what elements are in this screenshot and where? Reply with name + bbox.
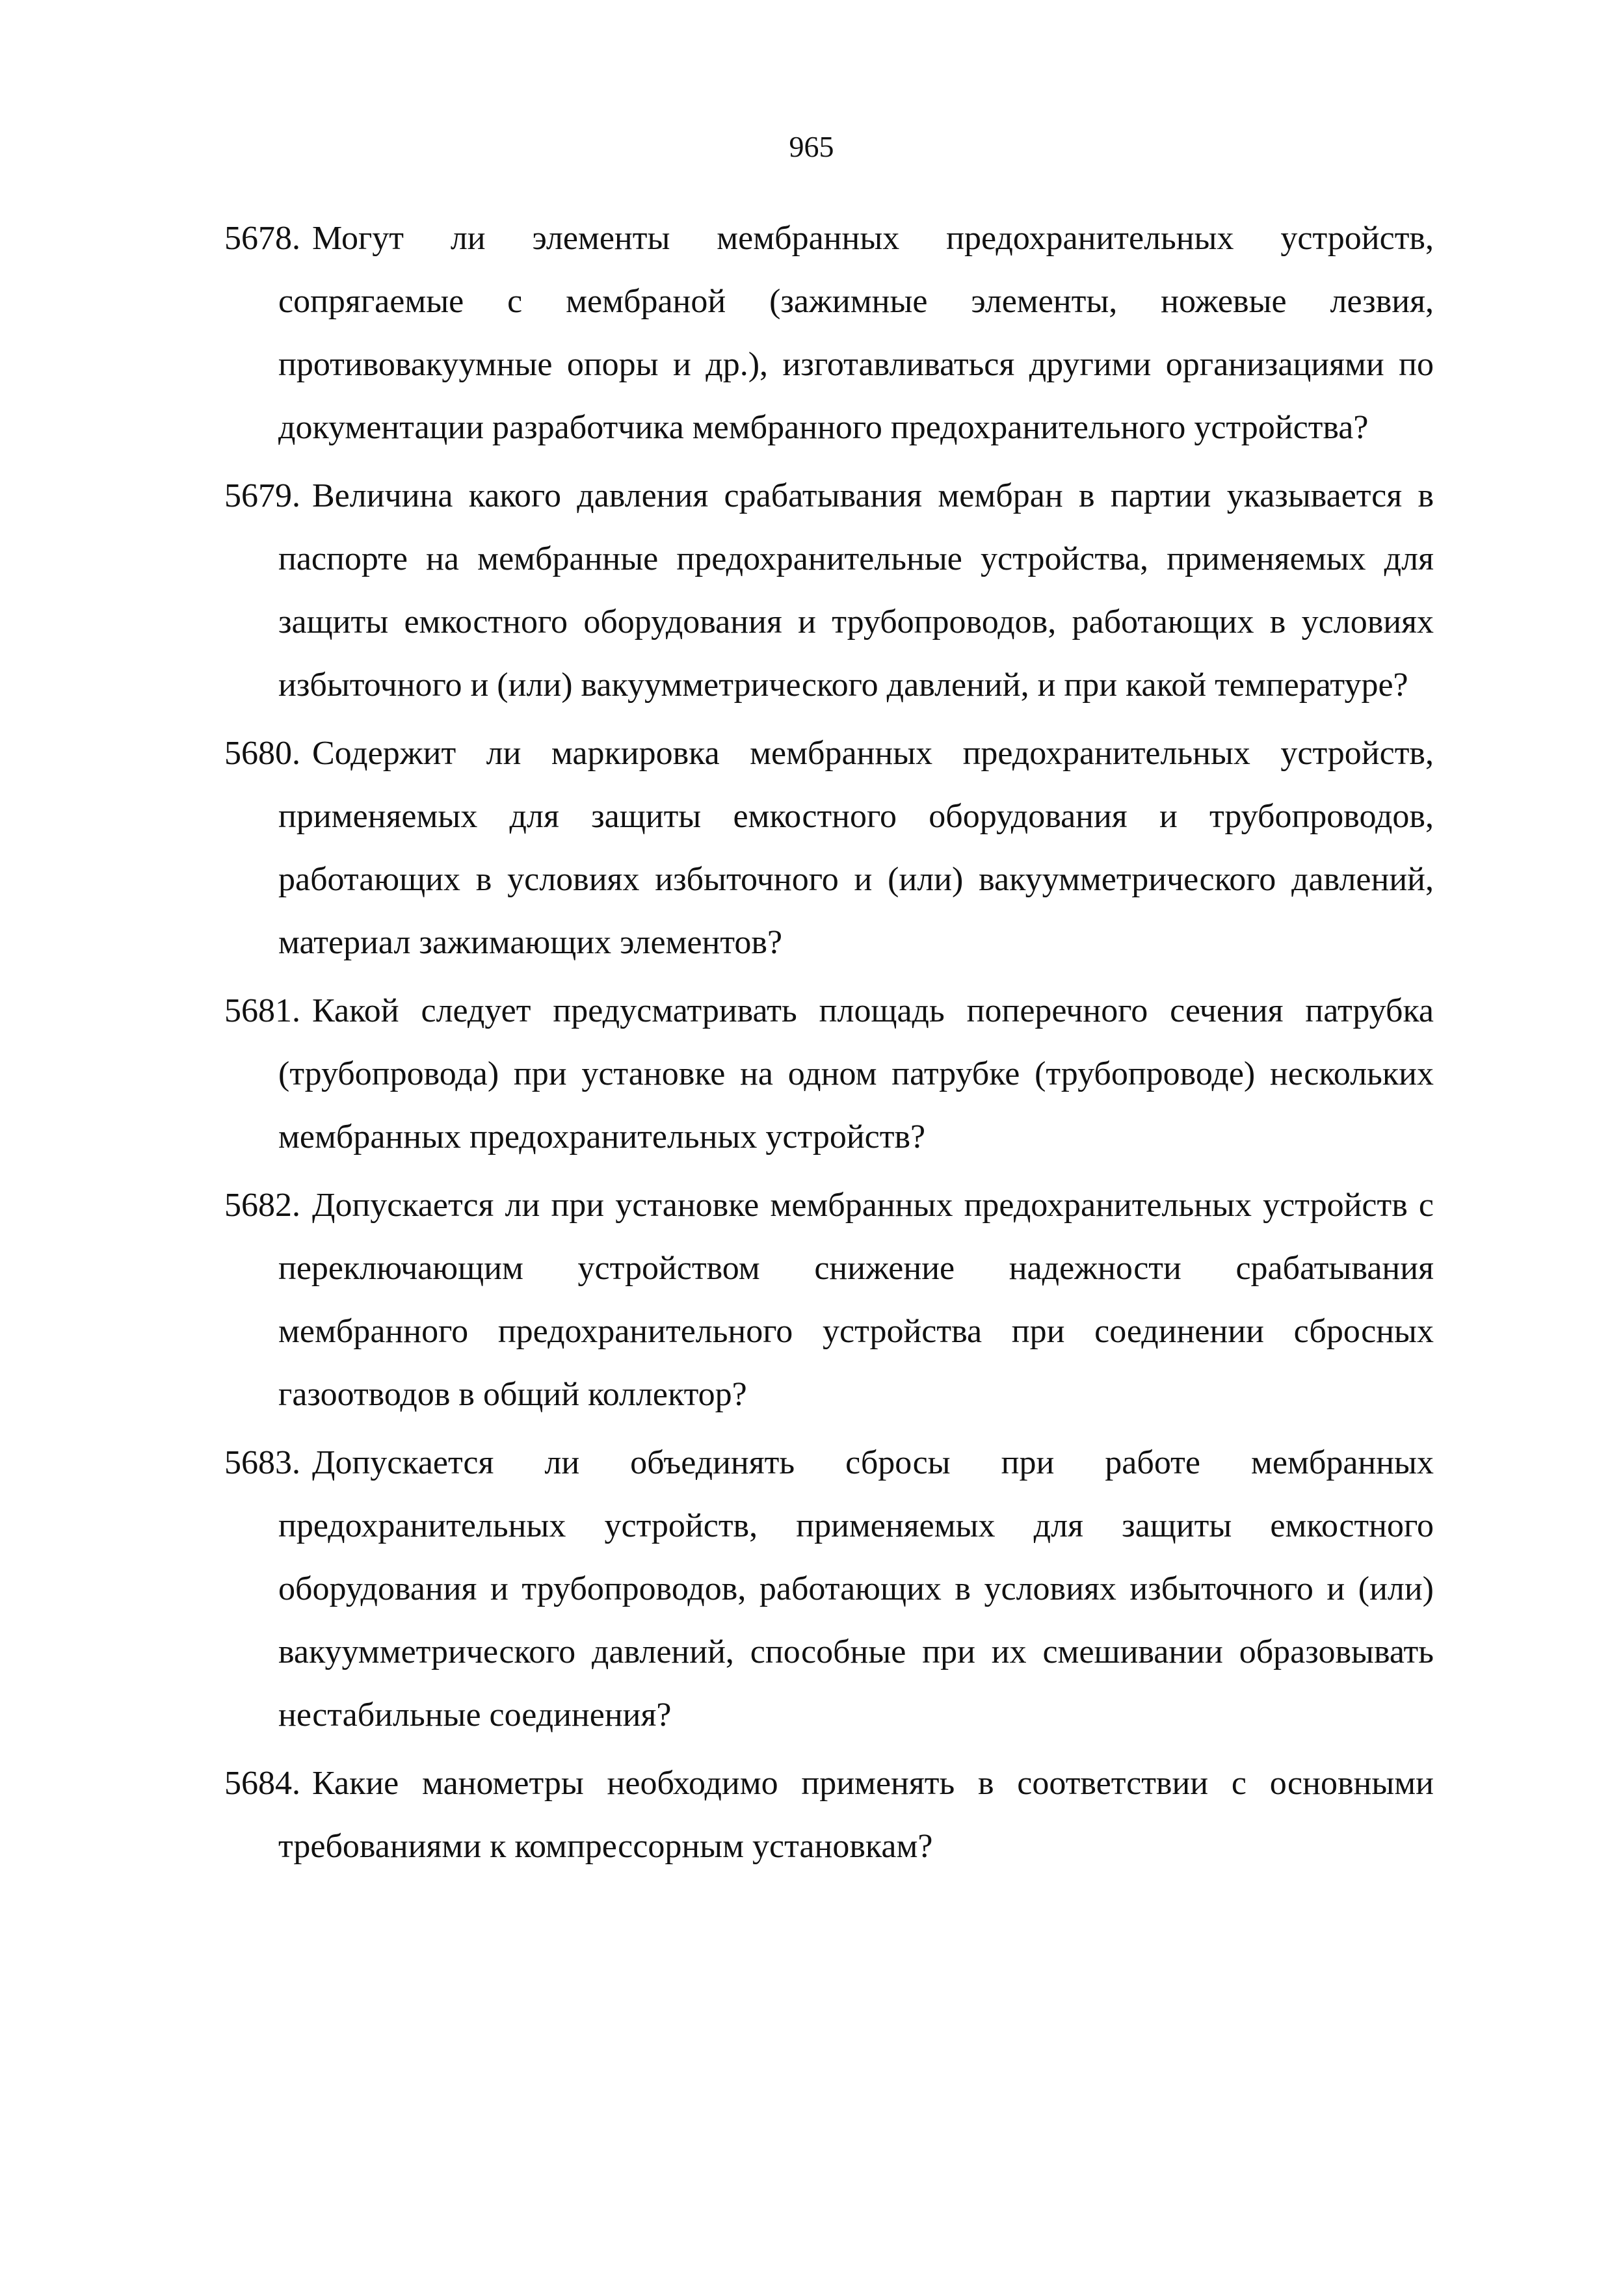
question-text: Допускается ли при установке мембранных предохранительных устройств с переключающим устройством снижение надежности срабатывания мембранного предохранительного устройства при соединении сбросных газоотводов в общий коллектор? xyxy=(278,1187,1434,1413)
page-number: 965 xyxy=(789,130,834,163)
question-list xyxy=(224,207,1434,1883)
question-text: Содержит ли маркировка мембранных предохранительных устройств, применяемых для защиты емкостного оборудования и трубопроводов, работающих в условиях избыточного и (или) вакуумметрического давлений, материал зажимающих элементов? xyxy=(278,735,1434,961)
question-text: Допускается ли объединять сбросы при работе мембранных предохранительных устройств, применяемых для защиты емкостного оборудования и трубопроводов, работающих в условиях избыточного и (или) вакуумметрического давлений, способные при их смешивании образовывать нестабильные соединения? xyxy=(278,1444,1434,1734)
question-item xyxy=(224,1752,1434,1878)
question-number: 5679. xyxy=(224,477,300,514)
question-item xyxy=(224,1174,1434,1426)
question-text: Какой следует предусматривать площадь поперечного сечения патрубка (трубопровода) при установке на одном патрубке (трубопроводе) нескольких мембранных предохранительных устройств? xyxy=(278,992,1434,1155)
question-number: 5683. xyxy=(224,1444,300,1481)
question-text: Величина какого давления срабатывания мембран в партии указывается в паспорте на мембранные предохранительные устройства, применяемых для защиты емкостного оборудования и трубопроводов, работающих в условиях избыточного и (или) вакуумметрического давлений, и при какой температуре? xyxy=(278,477,1434,704)
question-number: 5681. xyxy=(224,992,300,1029)
question-number: 5680. xyxy=(224,735,300,772)
question-number: 5678. xyxy=(224,220,300,257)
question-number: 5682. xyxy=(224,1187,300,1224)
question-item xyxy=(224,722,1434,974)
question-number: 5684. xyxy=(224,1765,300,1802)
question-item xyxy=(224,207,1434,459)
question-item xyxy=(224,979,1434,1168)
question-item xyxy=(224,1431,1434,1747)
question-text: Могут ли элементы мембранных предохранительных устройств, сопрягаемые с мембраной (зажимные элементы, ножевые лезвия, противовакуумные опоры и др.), изготавливаться другими организациями по документации разработчика мембранного предохранительного устройства? xyxy=(278,220,1434,446)
question-item xyxy=(224,464,1434,717)
question-text: Какие манометры необходимо применять в соответствии с основными требованиями к компрессорным установкам? xyxy=(278,1765,1434,1865)
